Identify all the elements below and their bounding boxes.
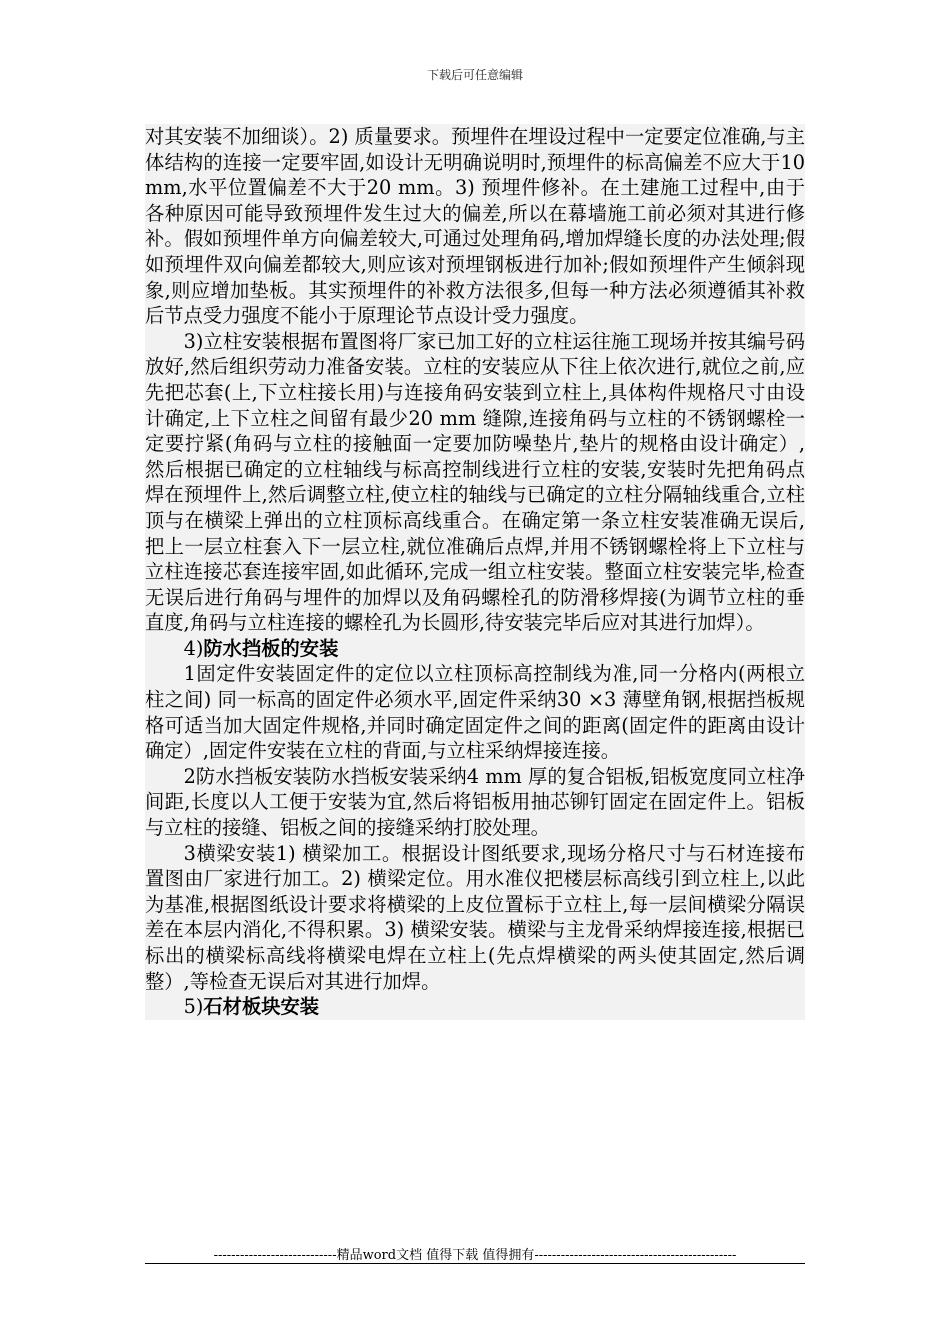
heading-number: 4) [183,636,204,660]
paragraph-beam-installation: 3横梁安装1) 横梁加工。根据设计图纸要求,现场分格尺寸与石材连接布置图由厂家进行加工。2) 横梁定位。用水准仪把楼层标高线引到立柱上,以此为基准,根据图纸设计要求将横梁的上皮位置标于立柱上,每一层间横梁分隔误差在本层内消化,不得积累。3) 横梁安装。横梁与主龙骨采纳焊接连接,根据已标出的横梁标高线将横梁电焊在立柱上(先点焊横梁的两头使其固定,然后调整）,等检查无误后对其进行加焊。 [145,841,805,993]
paragraph-column-installation: 3)立柱安装根据布置图将厂家已加工好的立柱运往施工现场并按其编号码放好,然后组织劳动力准备安装。立柱的安装应从下往上依次进行,就位之前,应先把芯套(上,下立柱接长用)与连接角码安装到立柱上,具体构件规格尺寸由设计确定,上下立柱之间留有最少20 mm 缝隙,连接角码与立柱的不锈钢螺栓一定要拧紧(角码与立柱的接触面一定要加防噪垫片,垫片的规格由设计确定）, 然后根据已确定的立柱轴线与标高控制线进行立柱的安装,安装时先把角码点焊在预埋件上,然后调整立柱,使立柱的轴线与已确定的立柱分隔轴线重合,立柱顶与在横梁上弹出的立柱顶标高线重合。在确定第一条立柱安装准确无误后,把上一层立柱套入下一层立柱,就位准确后点焊,并用不锈钢螺栓将上下立柱与立柱连接芯套连接牢固,如此循环,完成一组立柱安装。整面立柱安装完毕,检查无误后进行角码与埋件的加焊以及角码螺栓孔的防滑移焊接(为调节立柱的垂直度,角码与立柱连接的螺栓孔为长圆形,待安装完毕后应对其进行加焊）。 [145,329,805,635]
footer-rule [145,1263,805,1264]
paragraph-embedded-parts: 对其安装不加细谈）。2) 质量要求。预埋件在埋设过程中一定要定位准确,与主体结构的连接一定要牢固,如设计无明确说明时,预埋件的标高偏差不应大于10 mm,水平位置偏差不大于20 mm。3) 预埋件修补。在土建施工过程中,由于各种原因可能导致预埋件发生过大的偏差,所以在幕墙施工前必须对其进行修补。假如预埋件单方向偏差较大,可通过处理角码,增加焊缝长度的办法处理;假如预埋件双向偏差都较大,则应该对预埋钢板进行加补;假如预埋件产生倾斜现象,则应增加垫板。其实预埋件的补救方法很多,但每一种方法必须遵循其补救后节点受力强度不能小于原理论节点设计受力强度。 [145,125,805,328]
paragraph-baffle-installation: 2防水挡板安装防水挡板安装采纳4 mm 厚的复合铝板,铝板宽度同立柱净间距,长度以人工便于安装为宜,然后将铝板用抽芯铆钉固定在固定件上。铝板与立柱的接缝、铝板之间的接缝采纳打胶处理。 [145,764,805,840]
page-header: 下载后可任意编辑 [426,68,523,82]
section-heading-waterproof-baffle [145,636,805,662]
document-body [145,124,805,1020]
heading-title: 防水挡板的安装 [203,636,339,660]
section-heading-stone-panel [145,994,805,1020]
page-footer: ----------------------------精品word文档 值得下载 值得拥有---------------------------------------------- [213,1248,737,1263]
paragraph-fixing-parts: 1固定件安装固定件的定位以立柱顶标高控制线为准,同一分格内(两根立柱之间) 同一标高的固定件必须水平,固定件采纳30 ×3 薄壁角钢,根据挡板规格可适当加大固定件规格,并同时确定固定件之间的距离(固定件的距离由设计确定）,固定件安装在立柱的背面,与立柱采纳焊接连接。 [145,662,805,763]
heading-number: 5) [183,995,204,1019]
heading-title: 石材板块安装 [203,995,320,1019]
